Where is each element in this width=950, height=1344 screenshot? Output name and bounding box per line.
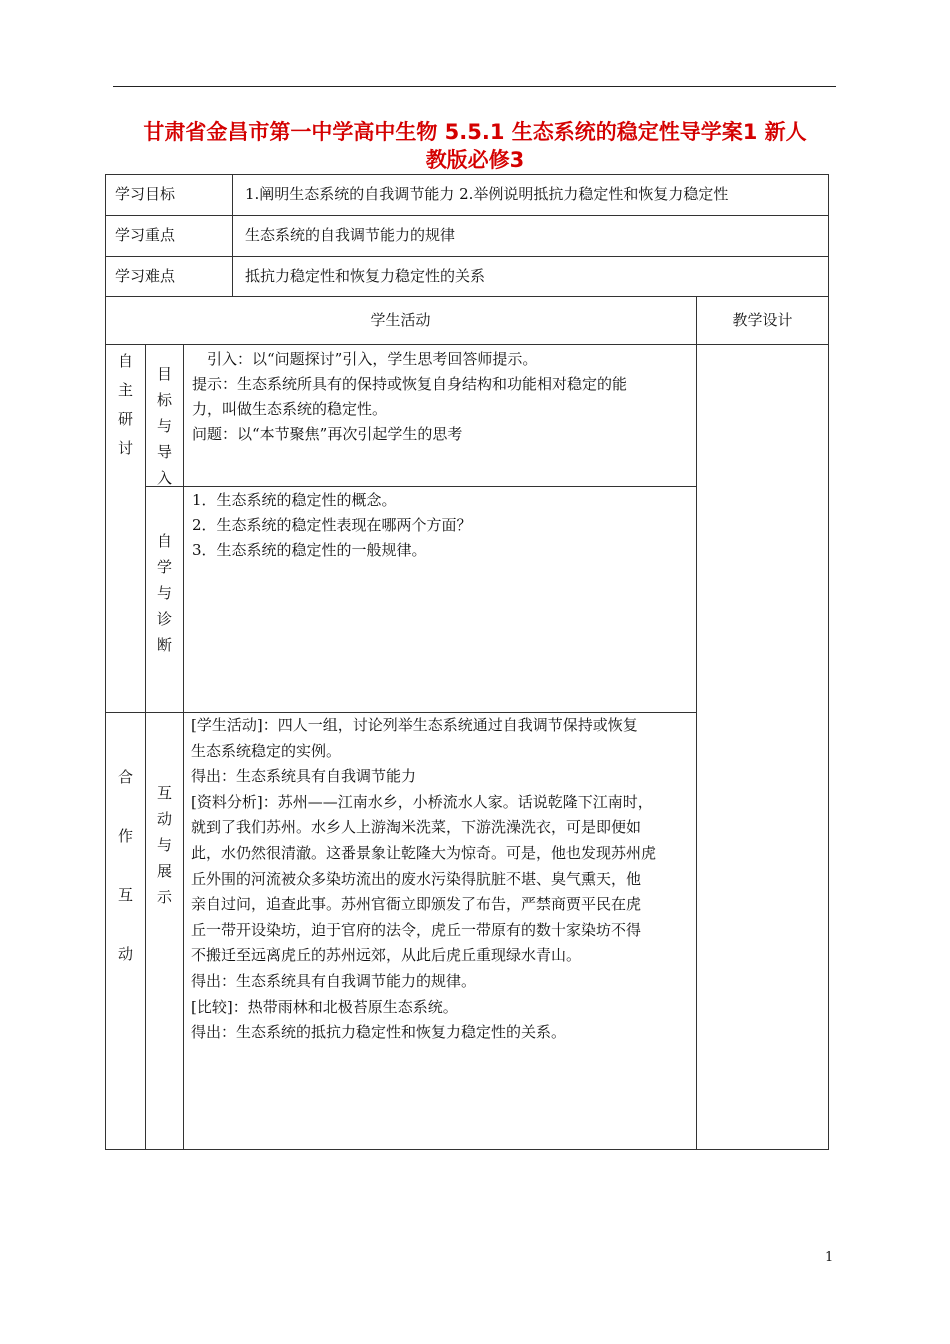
label-char [106,852,145,882]
table-border-bottom [105,1149,829,1150]
section-self-study-label [106,347,145,463]
label-char: 断 [156,636,172,654]
goal-label: 学习目标 [115,185,176,203]
content-line: 亲自过问，追查此事。苏州官衙立即颁发了布告，严禁商贾平民在虎 [191,895,642,914]
label-char: 展 [156,862,172,880]
column-divider [232,174,233,296]
self-study-diagnosis-content [192,488,692,563]
table-border-top [105,174,829,175]
label-char: 目 [156,365,172,383]
label-char: 讨 [117,439,133,457]
row-divider [105,344,829,345]
row-divider [145,486,696,487]
label-char: 互 [156,784,172,802]
label-char: 研 [117,410,133,428]
content-line: [比较]：热带雨林和北极苔原生态系统。 [191,997,458,1016]
label-char: 与 [156,417,172,435]
goal-intro-content [192,347,692,447]
document-title [105,118,845,174]
label-char: 自 [156,532,172,550]
question-item: 3．生态系统的稳定性的一般规律。 [192,541,427,559]
content-line: 不搬迁至远离虎丘的苏州远郊，从此后虎丘重现绿水青山。 [191,946,582,965]
interaction-content [191,713,693,1046]
focus-text: 生态系统的自我调节能力的规律 [245,226,456,244]
difficulty-text: 抵抗力稳定性和恢复力稳定性的关系 [245,267,486,285]
content-line: [学生活动]：四人一组，讨论列举生态系统通过自我调节保持或恢复 [191,716,638,734]
difficulty-label: 学习难点 [115,267,176,285]
label-char: 互 [117,886,133,904]
content-line: 丘外围的河流被众多染坊流出的废水污染得肮脏不堪、臭气熏天，他 [191,869,642,888]
content-line: 丘一带开设染坊，迫于官府的法令，虎丘一带原有的数十家染坊不得 [191,920,642,939]
label-char [106,793,145,823]
content-line: 生态系统稳定的实例。 [191,741,342,760]
focus-label: 学习重点 [115,226,176,244]
label-char: 标 [156,391,172,409]
page-number: 1 [825,1250,834,1265]
label-char: 主 [117,381,133,399]
row-divider [105,215,829,216]
content-line: 得出：生态系统具有自我调节能力的规律。 [191,971,477,990]
row-divider [105,296,829,297]
content-line: 此，水仍然很清澈。这番景象让乾隆大为惊奇。可是，他也发现苏州虎 [191,843,657,862]
question-item: 2．生态系统的稳定性表现在哪两个方面？ [192,516,472,534]
goal-text: 1.阐明生态系统的自我调节能力 2.举例说明抵抗力稳定性和恢复力稳定性 [245,185,729,203]
content-line: 问题：以“本节聚焦”再次引起学生的思考 [192,425,463,443]
teaching-design-header: 教学设计 [732,311,793,329]
header-rule [113,86,836,87]
goal-intro-label [146,361,183,491]
content-line: 就到了我们苏州。水乡人上游淘米洗菜，下游洗澡洗衣，可是即便如 [191,818,642,837]
label-char: 自 [117,352,133,370]
label-char: 动 [156,810,172,828]
label-char: 导 [156,443,172,461]
label-char: 诊 [156,610,172,628]
label-char [106,911,145,941]
student-activity-header: 学生活动 [370,311,431,329]
question-item: 1．生态系统的稳定性的概念。 [192,491,397,509]
interaction-display-label [146,780,183,910]
label-char: 合 [117,768,133,786]
label-char: 入 [156,469,172,487]
label-char: 示 [156,888,172,906]
label-char: 动 [117,945,133,963]
title-line-2: 教版必修3 [425,148,525,172]
column-divider [183,344,184,1150]
content-line: 引入：以“问题探讨”引入，学生思考回答师提示。 [192,350,538,368]
content-line: 得出：生态系统的抵抗力稳定性和恢复力稳定性的关系。 [191,1023,567,1042]
content-line: 得出：生态系统具有自我调节能力 [191,767,417,786]
label-char: 学 [156,558,172,576]
label-char: 与 [156,584,172,602]
column-divider [696,296,697,1150]
section-cooperation-label [106,763,145,970]
label-char: 与 [156,836,172,854]
content-line: 力，叫做生态系统的稳定性。 [192,400,388,418]
label-char: 作 [117,827,133,845]
row-divider [105,256,829,257]
title-line-1: 甘肃省金昌市第一中学高中生物 5.5.1 生态系统的稳定性导学案1 新人 [143,120,807,144]
content-line: [资料分析]：苏州——江南水乡，小桥流水人家。话说乾隆下江南时， [191,792,653,811]
self-study-diagnosis-label [146,528,183,658]
content-line: 提示：生态系统所具有的保持或恢复自身结构和功能相对稳定的能 [192,375,628,393]
